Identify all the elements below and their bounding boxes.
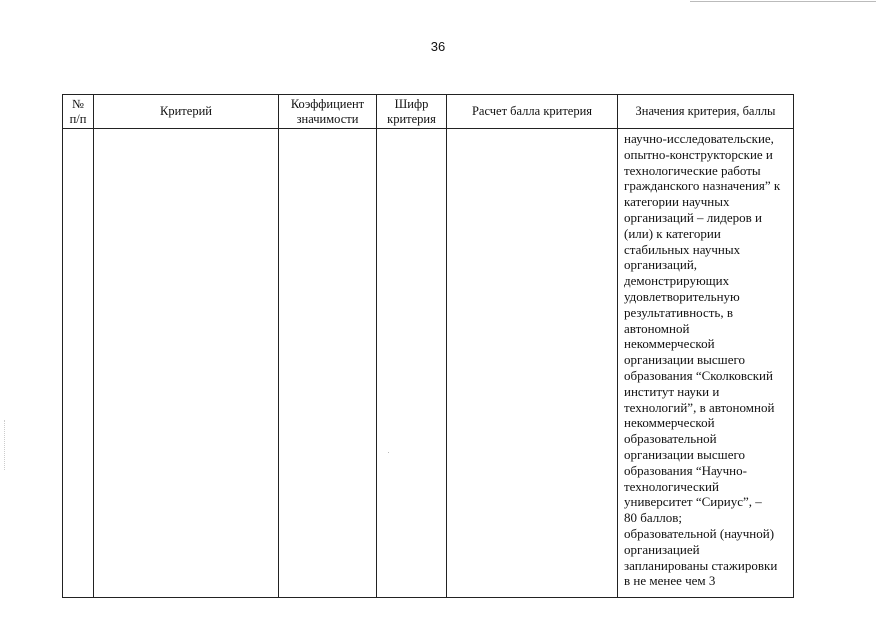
header-calculation: Расчет балла критерия [447,95,618,129]
cell-calculation [447,129,618,598]
header-code: Шифр критерия [377,95,447,129]
scan-speck [388,452,389,453]
header-values: Значения критерия, баллы [618,95,794,129]
table-header-row [63,95,794,129]
scan-edge-line [690,1,876,2]
cell-criterion [94,129,279,598]
cell-values [618,129,794,598]
scan-artifact [4,420,6,470]
page-number: 36 [430,39,446,54]
cell-number [63,129,94,598]
header-criterion: Критерий [94,95,279,129]
header-number: № п/п [63,95,94,129]
criteria-table [62,94,794,598]
header-coefficient: Коэффициент значимости [279,95,377,129]
table-row [63,129,794,598]
values-text: научно-исследовательские, опытно-конструкторские и технологические работы гражданского назначения” к категории научных организаций – лидеров и (или) к категории стабильных научных организаций, демонстрирующих удовлетворительную результативность, в автономной некоммерческой организации высшего образования “Сколковский институт науки и технологий”, в автономной некоммерческой образовательной организации высшего образования “Научно- технологический университет “Сириус”, – 80 баллов; образовательной (научной) организацией запланированы стажировки в не менее чем 3 [624,131,781,589]
cell-code [377,129,447,598]
cell-coefficient [279,129,377,598]
